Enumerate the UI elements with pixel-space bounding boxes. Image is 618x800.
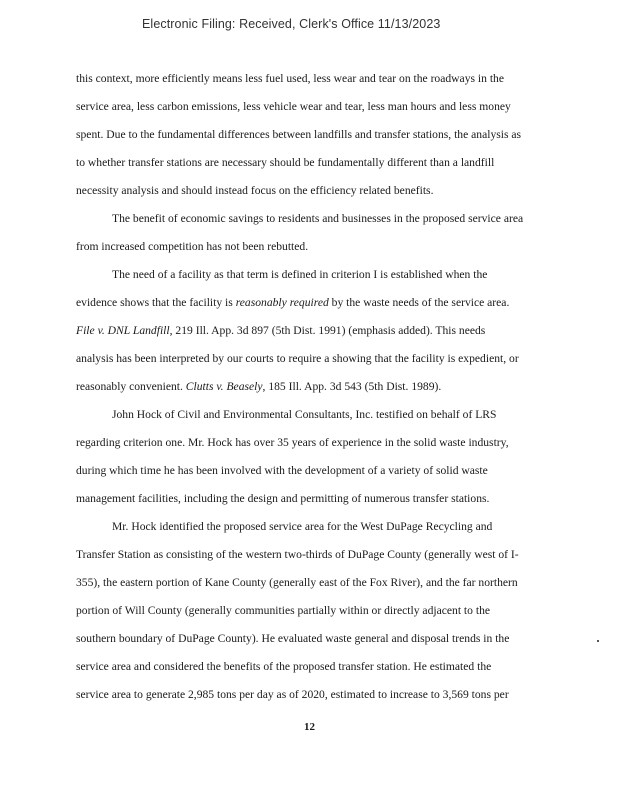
body-line: Transfer Station as consisting of the western two-thirds of DuPage County (generally west of I- [76, 548, 519, 561]
text-span: reasonably convenient. [76, 380, 186, 393]
scan-speck [597, 640, 599, 642]
body-line [76, 380, 441, 393]
body-line: service area, less carbon emissions, less vehicle wear and tear, less man hours and less money [76, 100, 511, 113]
case-citation: Clutts v. Beasely [185, 380, 263, 393]
text-span: The need of a facility as that term is defined in criterion I is established when the [112, 268, 488, 281]
body-line: Mr. Hock identified the proposed service area for the West DuPage Recycling and [112, 520, 493, 533]
electronic-filing-stamp: Electronic Filing: Received, Clerk's Office 11/13/2023 [142, 17, 441, 31]
body-line: this context, more efficiently means less fuel used, less wear and tear on the roadways in the [76, 72, 504, 85]
body-line: service area to generate 2,985 tons per day as of 2020, estimated to increase to 3,569 tons per [76, 688, 509, 701]
text-span: by the waste needs of the service area. [328, 296, 510, 309]
body-line: to whether transfer stations are necessary should be fundamentally different than a landfill [76, 156, 495, 169]
emphasis-text: reasonably required [235, 296, 329, 309]
body-line [112, 268, 487, 281]
body-line: necessity analysis and should instead focus on the efficiency related benefits. [76, 184, 434, 197]
body-line [76, 296, 509, 309]
body-line: from increased competition has not been rebutted. [76, 240, 309, 253]
body-line: The benefit of economic savings to residents and businesses in the proposed service area [112, 212, 524, 225]
body-line: analysis has been interpreted by our courts to require a showing that the facility is expedient, or [76, 352, 519, 365]
body-line: 355), the eastern portion of Kane County (generally east of the Fox River), and the far northern [76, 576, 518, 589]
body-line: management facilities, including the design and permitting of numerous transfer stations. [76, 492, 490, 505]
body-line: service area and considered the benefits of the proposed transfer station. He estimated the [76, 660, 492, 673]
body-line: John Hock of Civil and Environmental Consultants, Inc. testified on behalf of LRS [112, 408, 497, 421]
text-span: , 185 Ill. App. 3d 543 (5th Dist. 1989). [262, 380, 442, 393]
text-span: , 219 Ill. App. 3d 897 (5th Dist. 1991) (emphasis added). This needs [169, 324, 486, 337]
text-span: evidence shows that the facility is [76, 296, 236, 309]
body-line: during which time he has been involved with the development of a variety of solid waste [76, 464, 488, 477]
page-number: 12 [304, 721, 315, 733]
body-line: southern boundary of DuPage County). He evaluated waste general and disposal trends in the [76, 632, 510, 645]
body-line: portion of Will County (generally communities partially within or directly adjacent to the [76, 604, 491, 617]
body-line: spent. Due to the fundamental differences between landfills and transfer stations, the analysis as [76, 128, 522, 141]
body-line: regarding criterion one. Mr. Hock has over 35 years of experience in the solid waste industry, [76, 436, 509, 449]
body-line [76, 324, 485, 337]
case-citation: File v. DNL Landfill [76, 324, 170, 337]
